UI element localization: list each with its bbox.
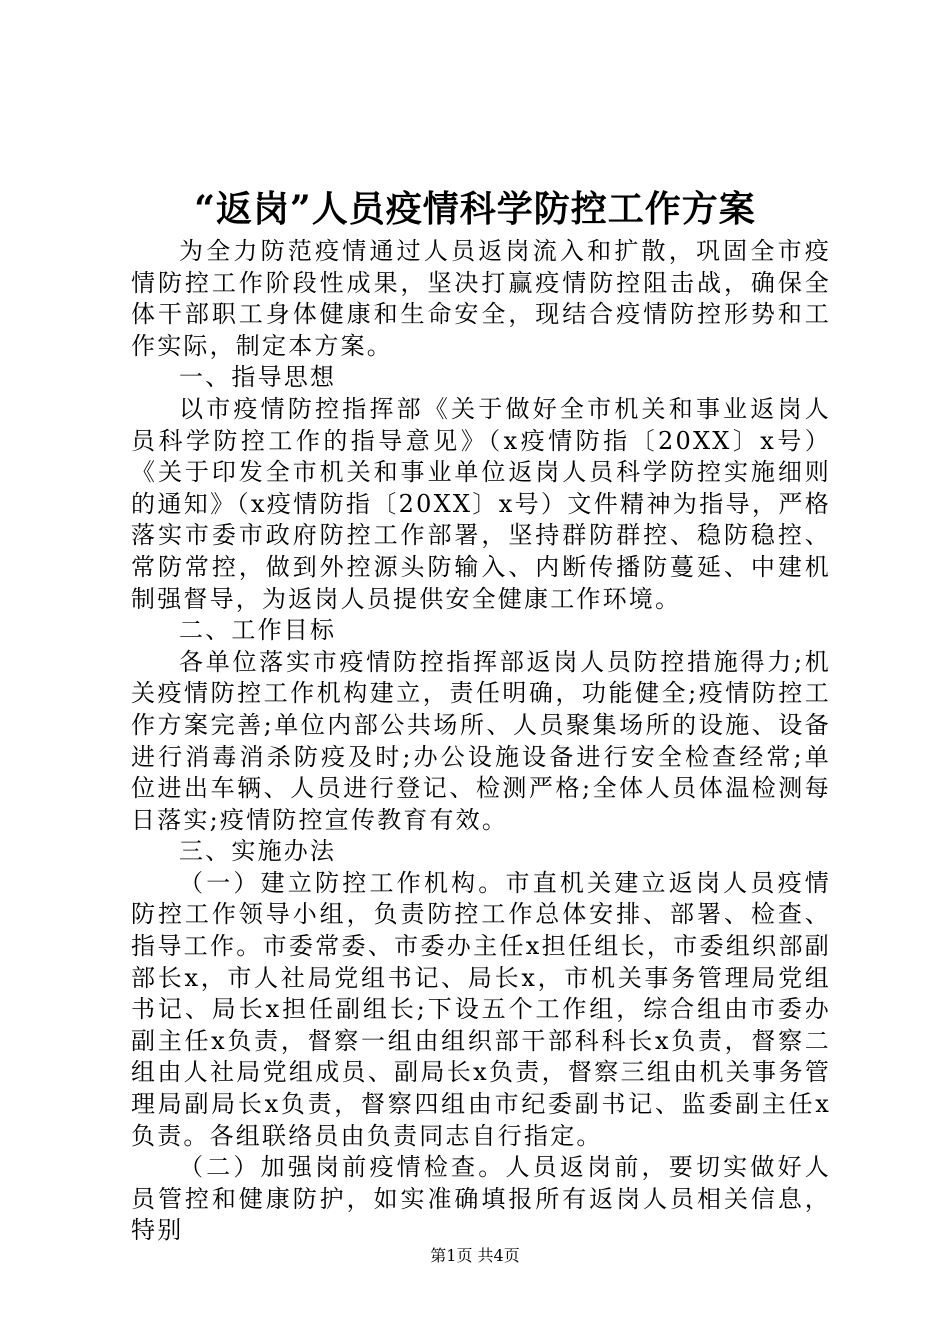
page-footer: 第1页 共4页 [430,1246,520,1265]
implementation-item-2: （二）加强岗前疫情检查。人员返岗前，要切实做好人员管控和健康防护，如实准确填报所有返岗人员相关信息，特别 [131,1153,831,1245]
section-heading-work-goals: 二、工作目标 [179,616,337,645]
section-heading-guiding-ideology: 一、指导思想 [179,363,337,392]
document-title: “返岗”人员疫情科学防控工作方案 [194,188,756,230]
document-body [131,236,831,1247]
intro-paragraph: 为全力防范疫情通过人员返岗流入和扩散，巩固全市疫情防控工作阶段性成果，坚决打赢疫情防控阻击战，确保全体干部职工身体健康和生命安全，现结合疫情防控形势和工作实际，制定本方案。 [131,237,831,360]
section-heading-implementation: 三、实施办法 [179,837,337,866]
section-text-guiding-ideology: 以市疫情防控指挥部《关于做好全市机关和事业返岗人员科学防控工作的指导意见》（x疫情防指〔20XX〕x号）《关于印发全市机关和事业单位返岗人员科学防控实施细则的通知》（x疫情防指〔20XX〕x号）文件精神为指导，严格落实市委市政府防控工作部署，坚持群防群控、稳防稳控、常防常控，做到外控源头防输入、内断传播防蔓延、中建机制强督导，为返岗人员提供安全健康工作环境。 [131,394,831,613]
implementation-item-1: （一）建立防控工作机构。市直机关建立返岗人员疫情防控工作领导小组，负责防控工作总体安排、部署、检查、指导工作。市委常委、市委办主任x担任组长，市委组织部副部长x，市人社局党组书记、局长x，市机关事务管理局党组书记、局长x担任副组长;下设五个工作组，综合组由市委办副主任x负责，督察一组由组织部干部科科长x负责，督察二组由人社局党组成员、副局长x负责，督察三组由机关事务管理局副局长x负责，督察四组由市纪委副书记、监委副主任x负责。各组联络员由负责同志自行指定。 [131,868,831,1150]
section-text-work-goals: 各单位落实市疫情防控指挥部返岗人员防控措施得力;机关疫情防控工作机构建立，责任明确，功能健全;疫情防控工作方案完善;单位内部公共场所、人员聚集场所的设施、设备进行消毒消杀防疫及时;办公设施设备进行安全检查经常;单位进出车辆、人员进行登记、检测严格;全体人员体温检测每日落实;疫情防控宣传教育有效。 [131,647,831,834]
